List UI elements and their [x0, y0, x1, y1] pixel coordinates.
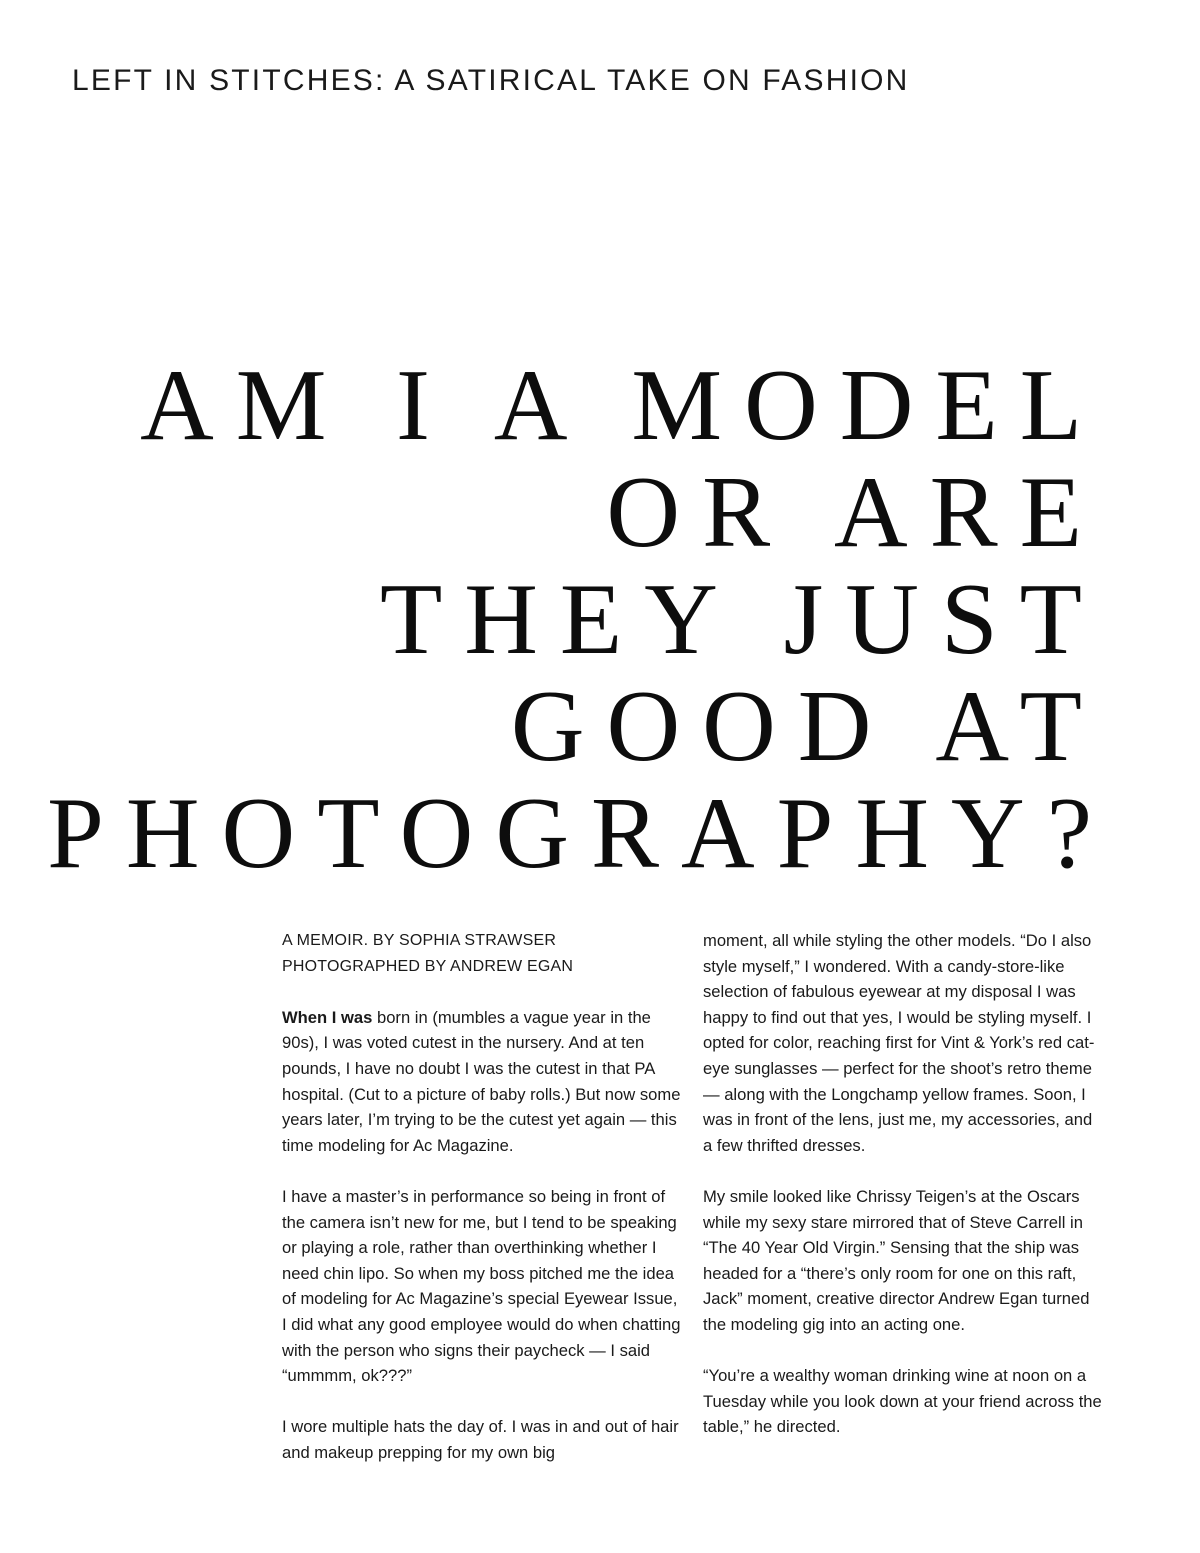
headline-line: GOOD AT: [510, 670, 1104, 783]
article-column-left: [282, 928, 682, 1491]
headline-line: PHOTOGRAPHY?: [47, 777, 1114, 890]
body-paragraph: I wore multiple hats the day of. I was in and out of hair and makeup prepping for my own big: [282, 1417, 679, 1462]
body-paragraph: moment, all while styling the other models. “Do I also style myself,” I wondered. With a candy-store-like selection of fabulous eyewear at my disposal I was happy to find out that yes, I would be styling myself. I opted for color, reaching first for Vint & York’s red cat-eye sunglasses — perfect for the shoot’s retro theme — along with the Longchamp yellow frames. Soon, I was in front of the lens, just me, my accessories, and a few thrifted dresses.: [703, 931, 1095, 1155]
paragraph-text: born in (mumbles a vague year in the 90s), I was voted cutest in the nursery. And at ten pounds, I have no doubt I was the cutest in that PA hospital. (Cut to a picture of baby rolls.) But now some years later, I’m trying to be the cutest yet again — this time modeling for Ac Magazine.: [282, 1007, 681, 1155]
headline-line: AM I A MODEL: [140, 349, 1104, 462]
body-paragraph: [282, 1005, 682, 1159]
photographer-credit: PHOTOGRAPHED BY ANDREW EGAN: [282, 957, 574, 975]
body-paragraph: My smile looked like Chrissy Teigen’s at the Oscars while my sexy stare mirrored that of Steve Carrell in “The 40 Year Old Virgin.” Sensing that the ship was headed for a “there’s only room for one on this raft, Jack” moment, creative director Andrew Egan turned the modeling gig into an acting one.: [703, 1186, 1090, 1334]
body-paragraph: “You’re a wealthy woman drinking wine at noon on a Tuesday while you look down at your friend across the table,” he directed.: [703, 1366, 1102, 1437]
headline-line: OR ARE: [606, 456, 1104, 569]
body-paragraph: I have a master’s in performance so being in front of the camera isn’t new for me, but I tend to be speaking or playing a role, rather than overthinking whether I need chin lipo. So when my boss pitched me the idea of modeling for Ac Magazine’s special Eyewear Issue, I did what any good employee would do when chatting with the person who signs their paycheck — I said “ummmm, ok???”: [282, 1186, 681, 1386]
author-credit: A MEMOIR. BY SOPHIA STRAWSER: [282, 932, 557, 949]
article-column-right: [703, 928, 1103, 1465]
headline-line: THEY JUST: [379, 563, 1104, 676]
lead-in: When I was: [282, 1007, 373, 1027]
section-header: LEFT IN STITCHES: A SATIRICAL TAKE ON FASHION: [72, 64, 910, 97]
byline: [282, 928, 682, 979]
headline: [24, 349, 1114, 890]
